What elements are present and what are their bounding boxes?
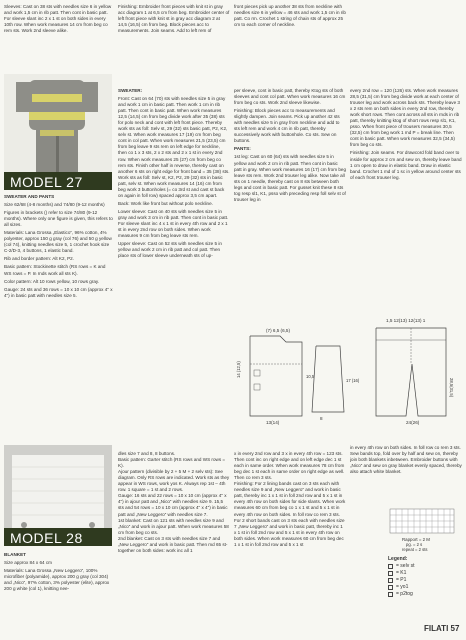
k1-symbol	[388, 571, 393, 576]
sweater-title: SWEATER:	[118, 88, 143, 93]
yo1-symbol	[388, 585, 393, 590]
svg-text:14 (12,5): 14 (12,5)	[236, 361, 241, 378]
sleeves-text: Sleeves: Cast on 38 sts with needles size 6 in yellow and work 1,5 cm in rib patt. Then cont in basic patt. For sleeve slant inc 2 x 1 st on both sides in every 10th row. When work measures 14 cm from beg co rem sts. Work 2nd sleeve alike.	[4, 4, 112, 34]
basic-pattern-text: Basic pattern: Stockinette stitch (RS rows = K and WS rows = P. In rnds work all sts K).	[4, 264, 106, 276]
finishing-text: Finishing: Embroider front pieces with knit st in gray acc diagram 1 at 6,5 cm from beg. Embroider center of left front piece with knit st in gray acc diagram 2 at 14,5 (16,5) cm from beg. Block pieces acc to measurements. Join seams. Add to left rem of	[118, 4, 230, 34]
gauge-text: Gauge: 24 sts and 36 rows = 10 x 10 cm (approx 4" x 4") in basic patt with needles size 5.	[4, 286, 113, 298]
blanket-materials: Materials: Lana Grossa „New Leggero“, 100% microfiber (polyamide), approx 200 g gray (col 304) and „Nico“, 97% cotton, 3% polyester (elite), approx 200 g white (col 1), knitting nee-	[4, 568, 110, 592]
footer	[424, 624, 464, 633]
rapport-label-3: repeat = 2 sts	[402, 547, 428, 552]
top-col-1	[4, 4, 114, 74]
lower-sleeve-text: Lower sleeve: Cast on 40 sts with needles size 5 in gray and work 3 cm in rib patt. Then cont in basic patt. For sleeve slant inc 4 x 1 st in every 4th row and 2 x 1 st in every 2nd row on both sides. When work measures 9 cm from beg leave sts rem.	[118, 208, 229, 239]
upper-sleeve-text: Upper sleeve: Cast on 52 sts with needles size 5 in yellow and work 2 cm in rib patt and col patt. Then place sts of lower sleeve underneath sts of up-	[118, 241, 222, 259]
legend-item: = yo1	[388, 584, 462, 591]
svg-text:8: 8	[320, 416, 323, 421]
front-text: Front: Cast on 64 (70) sts with needles size 5 in gray and work 1 cm in basic patt. Then work 1 cm in rib patt. Then cont in basic patt. When work measures 12,5 (14,5) cm from beg divide work after 35 (38) sts for polo neck and cont with left front piece. Thereby work sts as foll: Selv st, 29 (32) sts basic patt, P2, K2, selv st. When work measures 17 (19) cm from beg cont in col patt. When work measures 21,5 (23,5) cm from beg leave 9 sts rem on left edge for neckline, then co 1 x 3 sts, 2 x 2 sts and 2 x 1 st in every 2nd row. When work measures 25 (27) cm from beg co rem sts. Finish other half in reverse, thereby cast on another 6 sts on right edge for front band = 35 (38) sts. Work sts as foll: Selv st, K2, P2, 29 (32) sts in basic patt, selv st. When work measures 14 (16) cm from beg work 3 buttonholes (= co 3rd st and cast st back on again in foll row) spaced approx 3,5 cm apart.	[118, 96, 230, 198]
sweater-pants-title: SWEATER AND PANTS	[4, 194, 55, 199]
svg-text:24(26): 24(26)	[406, 420, 420, 425]
page-number: 57	[450, 624, 460, 633]
p1-symbol	[388, 578, 393, 583]
legend-title: Legend:	[388, 556, 408, 562]
pants-finishing-text: Finishing: Join seams. For drawcord fold band over to inside for approx 2 cm and sew on, thereby leave band 1 cm open to draw in elastic band. Draw in elastic band. Crochet 1 md of 1 sc in yellow around center sts of each front trouser leg.	[350, 150, 462, 180]
intro-text: Figures in brackets () refer to size 74/80 (9-12 months). Where only one figure is given, this refers to all sizes.	[4, 210, 113, 228]
legend	[388, 556, 462, 598]
legend-item: = K1	[388, 570, 462, 577]
model-28-label: MODEL 28	[10, 530, 83, 546]
blanket-title: BLANKET	[4, 552, 26, 557]
svg-text:17 (16): 17 (16)	[346, 378, 360, 383]
bottom-col-4	[350, 445, 462, 505]
baby-outfit-illustration	[4, 74, 112, 177]
p2tog-symbol	[388, 592, 393, 597]
legend-item: = selv st	[388, 563, 462, 570]
model-27-info	[4, 194, 114, 424]
materials-text: Materials: Lana Grossa „Elastico“, 96% cotton, 4% polyester, approx 150 g gray (col 76) and 50 g yellow (col 74), knitting needles size 5, 1 crochet hook size C-2/D-3, 4 buttons, 1 elastic band.	[4, 230, 112, 254]
back-text: Back: Work like front but without polo neckline.	[118, 200, 213, 206]
pants-title: PANTS:	[234, 146, 251, 152]
model-27-banner	[4, 172, 112, 190]
sleeve-continuation-text: per sleeve, cont in basic patt, thereby Ktog sts of both sleeves and cont col patt. When work measures 16 cm from beg co sts. Work 2nd sleeve likewise.	[234, 88, 346, 106]
model-27-label: MODEL 27	[10, 174, 83, 190]
color-pattern-text: Color pattern: Alt 10 rows yellow, 10 rows gray.	[4, 278, 100, 284]
model-28-info	[4, 552, 114, 634]
rapport-label-2: pg. = 2 s	[406, 542, 423, 547]
top-col-3	[234, 4, 346, 74]
size-text: Size 62/68 (4-8 months) and 74/80 (9-12 months)	[4, 202, 105, 208]
sweater-finishing-text: Finishing: Block pieces acc to measurements and slightly dampen. Join seams. Pick up another 42 sts with needles size 5 in gray from neckline and add to sts left rem and work 4 cm in rib patt, thereby successively work with buttonhole. Co sts. Sew on buttons.	[234, 108, 340, 144]
top-col-2	[118, 4, 230, 74]
selv-st-symbol	[388, 564, 393, 569]
svg-text:10,5: 10,5	[306, 374, 315, 379]
legend-item: = p2tog	[388, 591, 462, 598]
bottom-col-3	[234, 445, 346, 635]
rib-text: Rib and border pattern: Alt K2, P2.	[4, 256, 74, 262]
column-4	[350, 88, 462, 298]
pants-text: 1st leg: Cast on 60 (64) sts with needles size 5 in yellow and work 2 cm in rib patt. Then cont in basic patt in gray. When work measures 16 (17) cm from beg leave sts rem. Work 2nd trouser leg alike. Now take all sts on 1 needle, thereby cast on 8 sts between both legs and cont in basic patt. For gusset knit these 8 sts tog resp sl1, K1, psso with preceding resp foll selv st of trouser leg in	[234, 154, 346, 202]
dim-top: (7) 6,5 (6,5)	[266, 328, 290, 333]
sweater-column	[118, 88, 230, 448]
column-3	[234, 88, 346, 308]
model-28-banner	[4, 528, 112, 546]
rapport-label: Rapport = 2 M	[402, 537, 430, 542]
svg-text:1,5 12(13) 12(13) 1: 1,5 12(13) 12(13) 1	[386, 318, 426, 323]
ajour-chart	[388, 505, 458, 553]
blanket-size: Size approx 84 x 64 cm	[4, 560, 53, 566]
bottom-col-2	[118, 445, 230, 635]
svg-text:28,5(31,5): 28,5(31,5)	[449, 378, 454, 398]
model-27-photo	[4, 74, 112, 177]
legend-item: = P1	[388, 577, 462, 584]
blanket-instructions-1: dles size 7 and 8, 8 buttons. Basic pattern: Garter stitch (RS rows and WS rows = K). Ajour pattern (divisible by 2 + 5 M + 2 selv sts): See diagram. Only RS rows are indicated. Work sts as they appear in WS rows, work yos K. Always rep 1st – 4th row. 1 square = 1 st and 2 rows. Gauge: 16 sts and 22 rows = 10 x 10 cm (approx 4" x 4") in ajour patt and „Nico“ with needles size 9. 15,5 sts and 54 rows = 10 x 10 cm (approx 4" x 4") in basic patt and „New Leggero“ with needles size 7. 1st blanket: Cast on 121 sts with needles size 9 and „Nico“ and work in ajour patt. When work measures 58 cm from beg co sts. 2nd blanket: Cast on 3 sts with needles size 7 and „New Leggero“ and work in basic patt. Then md 65 st-together on both sides: work inc all 1	[118, 451, 230, 553]
pants-continuation-text: every 2nd row = 120 (126) sts. When work measures 28,5 (31,5) cm from beg divide work at each center of trouser leg and work across back sts. Thereby leave 3 x 2 sts rem on both sides in every 2nd row, thereby work short rows. Then cont across all sts in rnds in rib patt, thereby knitting ktog of short rows resp sl1, K1, psso. When front piece of trousers measures 30,5 (32,5) cm from beg work 1 md P = break line. Then cont in basic patt. When work measures 32,5 (34,5) from beg co sts.	[350, 88, 460, 148]
brand-label: FILATI	[424, 624, 449, 633]
blanket-instructions-3: in every 4th row on both sides. In foll row co rem 3 sts. Sew bands top, fold over by half and sew on, thereby join both blankets inbetween. Embroider buttons with „Nico“ and sew on gray blanket evenly spaced, thereby also attach white blanket.	[350, 445, 462, 475]
front-pieces-text: front pieces pick up another 38 sts from neckline with needles size 6 in yellow = 46 sts and work 1,5 cm in rib patt. Co rm. Crochet 1 string of chain sts of approx 25 cm to each corner of neckline.	[234, 4, 346, 28]
dim-bottom: 13(14)	[266, 420, 280, 425]
schematic-diagram	[236, 308, 462, 438]
blanket-instructions-2: x in every 2nd row and 3 x in every 4th row = 123 sts. Then cont inc on right edge and on left edge dec 1 st each in same order. When work measures 78 cm from beg dec 1 st each in same order on right edge as well. Then co rem 3 sts. Finishing: For 2 lining bands cast on 3 sts each with needles size 9 and „New Leggero“ and work in basic patt, thereby inc 1 x 1 st in foll 2nd row and 5 x 1 st in every 4th row on both sides for side slants. When work measures 60 cm from beg co 1 x 1 st and 5 x 1 st in every 4th row on both sides. In foll row co rem 3 sts. For 2 short bands cast on 3 sts each with needles size 7 „New Leggero“ and work in basic patt, thereby inc 1 x 1 st in foll 2nd row and 5 x 1 st in every 4th row on both sides. When work measures 60 cm from beg dec 1 x 1 st in foll 2nd row and 5 x 1 st	[234, 451, 346, 547]
